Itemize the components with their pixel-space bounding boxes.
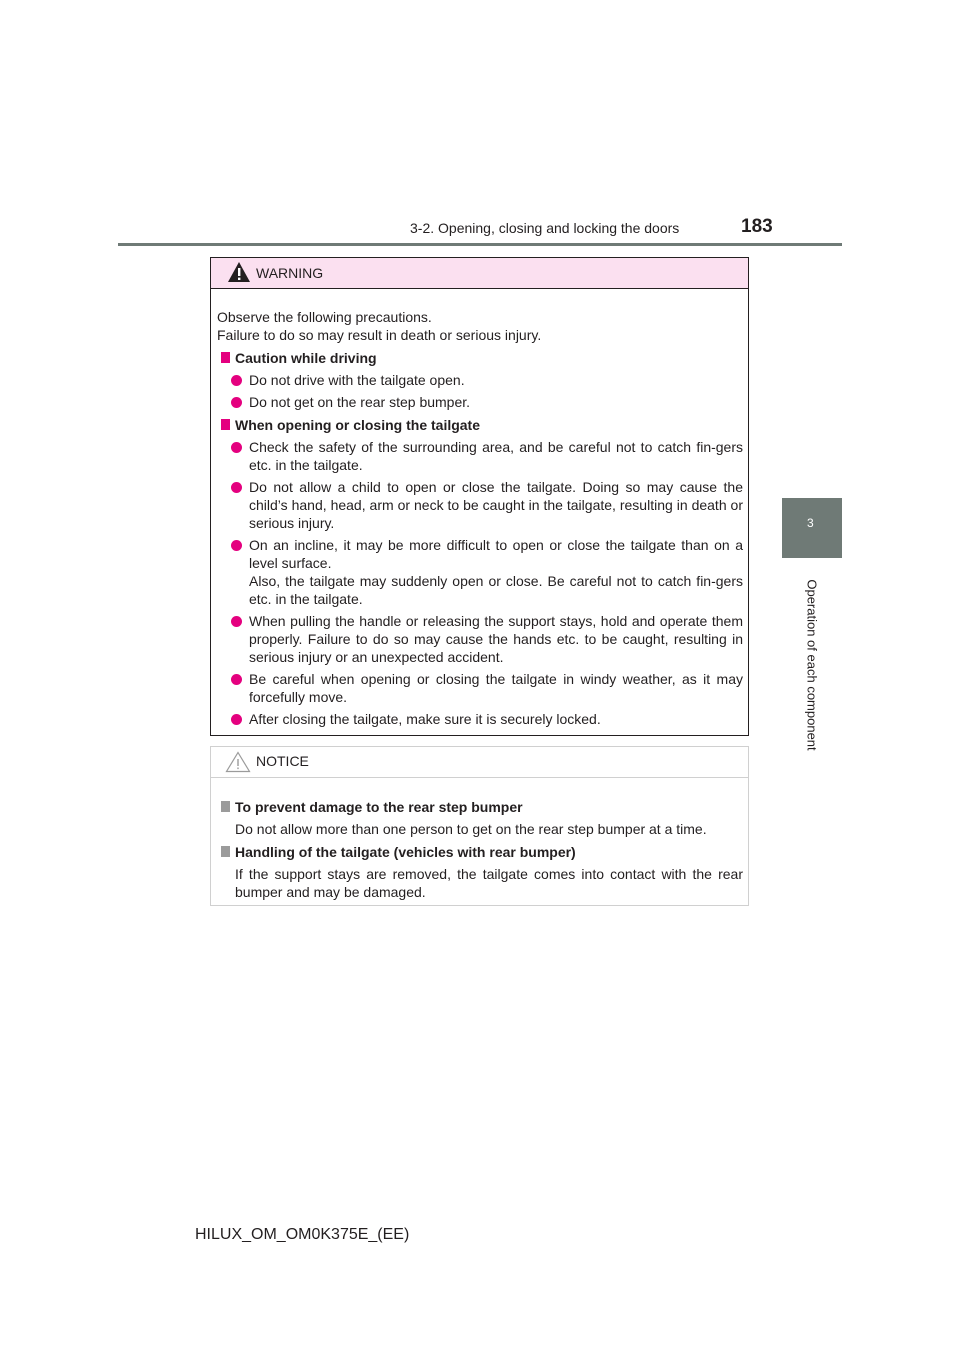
list-item: Be careful when opening or closing the tailgate in windy weather, as it may forcefully move. — [217, 670, 743, 706]
list-item: After closing the tailgate, make sure it is securely locked. — [217, 710, 743, 728]
circle-bullet-icon — [231, 375, 242, 386]
list-item: On an incline, it may be more difficult to open or close the tailgate than on a level surface. Also, the tailgate may suddenly open or close. Be careful not to catch fin-gers etc. in the tailgate. — [217, 536, 743, 608]
warning-box — [210, 257, 749, 736]
chapter-title: Operation of each component — [804, 579, 820, 751]
page-number: 183 — [741, 216, 773, 237]
warning-title: WARNING — [256, 265, 324, 281]
circle-bullet-icon — [231, 714, 242, 725]
notice-text: If the support stays are removed, the tailgate comes into contact with the rear bumper and may be damaged. — [235, 866, 743, 900]
section-heading: Handling of the tailgate (vehicles with rear bumper) — [217, 843, 743, 861]
list-item: When pulling the handle or releasing the support stays, hold and operate them properly. Failure to do so may cause the hands etc. to be caught, resulting in serious injury or an unexpected accident. — [217, 612, 743, 666]
square-bullet-icon — [221, 352, 230, 363]
section-heading: When opening or closing the tailgate — [217, 416, 743, 434]
square-bullet-icon — [221, 801, 230, 812]
warning-intro — [217, 308, 743, 344]
section-heading: Caution while driving — [217, 349, 743, 367]
intro-line: Failure to do so may result in death or serious injury. — [217, 327, 542, 343]
header-divider — [118, 243, 842, 246]
document-code: HILUX_OM_OM0K375E_(EE) — [195, 1226, 410, 1243]
circle-bullet-icon — [231, 482, 242, 493]
circle-bullet-icon — [231, 442, 242, 453]
chapter-tab — [782, 498, 842, 558]
circle-bullet-icon — [231, 397, 242, 408]
section-title: 3-2. Opening, closing and locking the doors — [410, 220, 680, 236]
list-item: Do not drive with the tailgate open. — [217, 371, 743, 389]
notice-header — [211, 747, 748, 778]
circle-bullet-icon — [231, 674, 242, 685]
list-item: Do not allow a child to open or close the tailgate. Doing so may cause the child’s hand, head, arm or neck to be caught in the tailgate, resulting in death or serious injury. — [217, 478, 743, 532]
notice-text: Do not allow more than one person to get on the rear step bumper at a time. — [235, 821, 707, 837]
warning-triangle-icon — [227, 261, 251, 283]
warning-header — [211, 258, 748, 289]
section-heading: To prevent damage to the rear step bumper — [217, 798, 743, 816]
notice-title: NOTICE — [256, 753, 309, 769]
notice-body — [211, 778, 748, 901]
intro-line: Observe the following precautions. — [217, 309, 432, 325]
circle-bullet-icon — [231, 540, 242, 551]
circle-bullet-icon — [231, 616, 242, 627]
square-bullet-icon — [221, 419, 230, 430]
list-item: Check the safety of the surrounding area, and be careful not to catch fin-gers etc. in the tailgate. — [217, 438, 743, 474]
notice-box — [210, 746, 749, 906]
caution-triangle-icon — [225, 751, 251, 773]
list-item: Do not get on the rear step bumper. — [217, 393, 743, 411]
square-bullet-icon — [221, 846, 230, 857]
chapter-number: 3 — [807, 516, 814, 530]
warning-body — [211, 308, 748, 728]
